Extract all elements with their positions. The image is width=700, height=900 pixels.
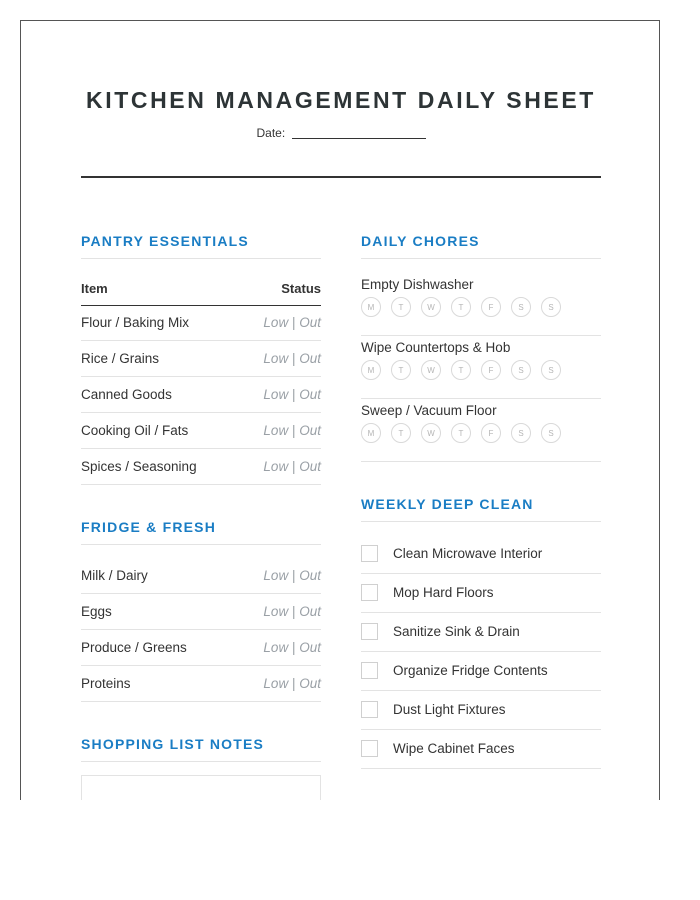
task-checkbox[interactable]	[361, 740, 378, 757]
day-circle-monday[interactable]: M	[361, 423, 381, 443]
chore-item	[361, 273, 601, 336]
task-checkbox[interactable]	[361, 623, 378, 640]
day-circle-sunday[interactable]: S	[541, 423, 561, 443]
header-divider	[81, 176, 601, 178]
fridge-row	[81, 666, 321, 702]
status-separator: |	[291, 423, 296, 438]
day-circle-saturday[interactable]: S	[511, 360, 531, 380]
day-circle-saturday[interactable]: S	[511, 423, 531, 443]
deep-clean-task	[361, 730, 601, 769]
status-options[interactable]	[263, 351, 321, 366]
status-low[interactable]: Low	[263, 423, 289, 438]
task-checkbox[interactable]	[361, 701, 378, 718]
task-name: Wipe Cabinet Faces	[393, 741, 515, 756]
status-out[interactable]: Out	[299, 604, 321, 619]
status-out[interactable]: Out	[299, 568, 321, 583]
date-blank-line[interactable]	[292, 126, 426, 139]
day-circle-monday[interactable]: M	[361, 360, 381, 380]
deep-clean-task	[361, 574, 601, 613]
pantry-item-name: Flour / Baking Mix	[81, 315, 190, 330]
status-out[interactable]: Out	[299, 423, 321, 438]
status-options[interactable]	[263, 315, 321, 330]
deep-clean-task	[361, 613, 601, 652]
day-circle-saturday[interactable]: S	[511, 297, 531, 317]
status-options[interactable]	[263, 423, 321, 438]
pantry-table-header	[81, 280, 321, 306]
fridge-row	[81, 558, 321, 594]
deep-clean-section-title: WEEKLY DEEP CLEAN	[361, 496, 601, 522]
task-name: Sanitize Sink & Drain	[393, 624, 520, 639]
fridge-item-name: Produce / Greens	[81, 640, 187, 655]
day-circle-wednesday[interactable]: W	[421, 297, 441, 317]
day-circle-tuesday[interactable]: T	[391, 297, 411, 317]
status-out[interactable]: Out	[299, 387, 321, 402]
shopping-notes-box[interactable]	[81, 775, 321, 800]
pantry-row	[81, 377, 321, 413]
day-circle-wednesday[interactable]: W	[421, 423, 441, 443]
status-separator: |	[291, 459, 296, 474]
day-circle-friday[interactable]: F	[481, 360, 501, 380]
day-circle-friday[interactable]: F	[481, 297, 501, 317]
column-header-item: Item	[81, 281, 108, 296]
status-options[interactable]	[263, 459, 321, 474]
status-low[interactable]: Low	[263, 459, 289, 474]
status-options[interactable]	[263, 604, 321, 619]
status-out[interactable]: Out	[299, 640, 321, 655]
status-low[interactable]: Low	[263, 387, 289, 402]
status-options[interactable]	[263, 568, 321, 583]
fridge-item-name: Proteins	[81, 676, 131, 691]
day-circle-sunday[interactable]: S	[541, 360, 561, 380]
task-checkbox[interactable]	[361, 584, 378, 601]
status-out[interactable]: Out	[299, 351, 321, 366]
deep-clean-task	[361, 691, 601, 730]
task-name: Organize Fridge Contents	[393, 663, 548, 678]
status-separator: |	[291, 315, 296, 330]
shopping-section-title: SHOPPING LIST NOTES	[81, 736, 321, 762]
pantry-item-name: Rice / Grains	[81, 351, 160, 366]
status-separator: |	[291, 568, 296, 583]
day-circle-tuesday[interactable]: T	[391, 360, 411, 380]
date-label: Date:	[256, 126, 286, 140]
day-circle-tuesday[interactable]: T	[391, 423, 411, 443]
pantry-row	[81, 305, 321, 341]
pantry-item-name: Cooking Oil / Fats	[81, 423, 189, 438]
status-separator: |	[291, 351, 296, 366]
chore-name: Sweep / Vacuum Floor	[361, 403, 497, 418]
fridge-row	[81, 594, 321, 630]
status-out[interactable]: Out	[299, 676, 321, 691]
column-header-status: Status	[281, 281, 321, 296]
chore-item	[361, 336, 601, 399]
status-low[interactable]: Low	[263, 568, 289, 583]
status-separator: |	[291, 604, 296, 619]
chore-name: Wipe Countertops & Hob	[361, 340, 511, 355]
status-low[interactable]: Low	[263, 315, 289, 330]
status-out[interactable]: Out	[299, 459, 321, 474]
status-options[interactable]	[263, 387, 321, 402]
daily-sheet	[20, 20, 660, 800]
status-low[interactable]: Low	[263, 604, 289, 619]
day-circle-wednesday[interactable]: W	[421, 360, 441, 380]
fridge-item-name: Eggs	[81, 604, 112, 619]
task-name: Clean Microwave Interior	[393, 546, 543, 561]
day-circle-monday[interactable]: M	[361, 297, 381, 317]
day-circle-thursday[interactable]: T	[451, 360, 471, 380]
status-separator: |	[291, 387, 296, 402]
task-name: Dust Light Fixtures	[393, 702, 506, 717]
chore-item	[361, 399, 601, 462]
pantry-section-title: PANTRY ESSENTIALS	[81, 233, 321, 259]
deep-clean-task	[361, 535, 601, 574]
page-title: KITCHEN MANAGEMENT DAILY SHEET	[86, 87, 596, 113]
status-low[interactable]: Low	[263, 640, 289, 655]
day-circle-thursday[interactable]: T	[451, 423, 471, 443]
chore-name: Empty Dishwasher	[361, 277, 474, 292]
pantry-row	[81, 413, 321, 449]
pantry-row	[81, 449, 321, 485]
status-low[interactable]: Low	[263, 351, 289, 366]
chores-section-title: DAILY CHORES	[361, 233, 601, 259]
pantry-row	[81, 341, 321, 377]
status-options[interactable]	[263, 676, 321, 691]
fridge-row	[81, 630, 321, 666]
day-circle-sunday[interactable]: S	[541, 297, 561, 317]
status-options[interactable]	[263, 640, 321, 655]
day-circle-thursday[interactable]: T	[451, 297, 471, 317]
task-checkbox[interactable]	[361, 545, 378, 562]
fridge-item-name: Milk / Dairy	[81, 568, 148, 583]
pantry-item-name: Spices / Seasoning	[81, 459, 197, 474]
fridge-section-title: FRIDGE & FRESH	[81, 519, 321, 545]
day-circle-friday[interactable]: F	[481, 423, 501, 443]
status-separator: |	[291, 640, 296, 655]
task-checkbox[interactable]	[361, 662, 378, 679]
status-out[interactable]: Out	[299, 315, 321, 330]
date-field[interactable]	[21, 126, 660, 140]
status-low[interactable]: Low	[263, 676, 289, 691]
deep-clean-task	[361, 652, 601, 691]
pantry-item-name: Canned Goods	[81, 387, 172, 402]
status-separator: |	[291, 676, 296, 691]
task-name: Mop Hard Floors	[393, 585, 494, 600]
